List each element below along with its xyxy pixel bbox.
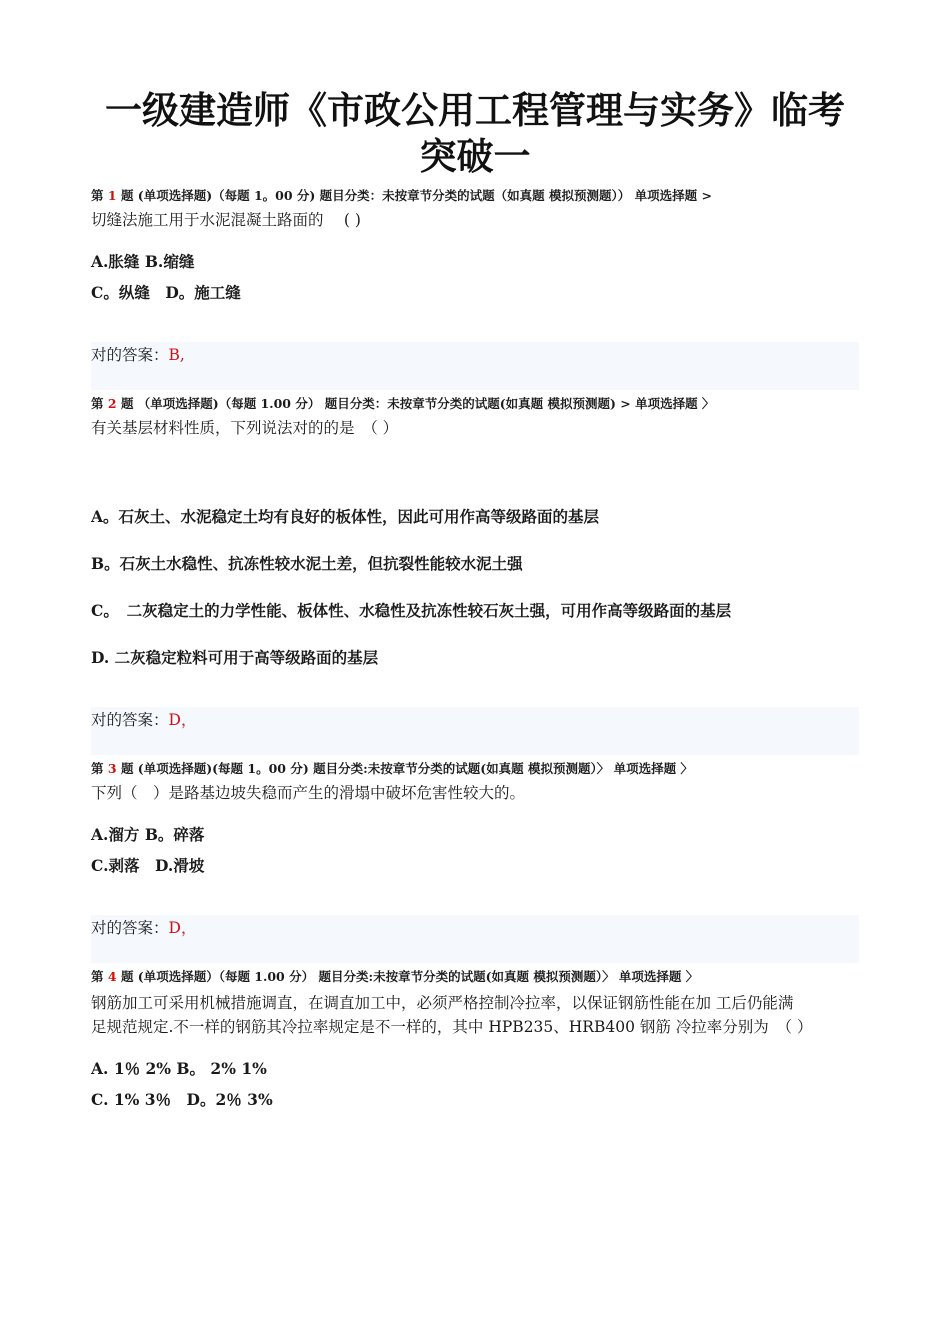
question-header: 第 4 题 (单项选择题）（每题 1.00 分） 题目分类:未按章节分类的试题(如真题 模拟预测题）〉 单项选择题 〉 — [91, 969, 699, 984]
option-line: A. 1％ 2% B。 2% 1% — [91, 1059, 267, 1078]
option-line: A.胀缝 B.缩缝 — [91, 252, 195, 271]
answer-box: 对的答案：D， — [91, 915, 859, 963]
question-stem: 切缝法施工用于水泥混凝土路面的 ( ) — [91, 211, 361, 229]
question-number: 3 — [107, 761, 117, 776]
answer-box: 对的答案：D， — [91, 707, 859, 755]
title-line-2: 突破一 — [419, 135, 531, 178]
question-number: 1 — [107, 188, 117, 203]
options — [91, 246, 859, 308]
question-stem: 下列（ ）是路基边坡失稳而产生的滑塌中破坏危害性较大的。 — [91, 784, 526, 802]
question-number: 2 — [107, 396, 117, 411]
answer-value: D， — [168, 711, 197, 729]
document-page — [91, 88, 859, 1115]
question-header: 第 1 题 (单项选择题)（每题 1。00 分) 题目分类：未按章节分类的试题（如真题 模拟预测题）） 单项选择题 > — [91, 188, 712, 203]
document-title — [91, 88, 859, 180]
option-line: C。纵缝 D。施工缝 — [91, 283, 241, 302]
option-line: C.剥落 D.滑坡 — [91, 856, 205, 875]
option-line: C. 1% 3％ D。2％ 3% — [91, 1090, 273, 1109]
answer-value: D， — [168, 919, 197, 937]
title-line-1: 一级建造师《市政公用工程管理与实务》临考 — [105, 89, 845, 132]
option-line: A.溜方 B。碎落 — [91, 825, 205, 844]
answer-box: 对的答案：B, — [91, 342, 859, 390]
question-1 — [91, 188, 859, 390]
option-c: C。 二灰稳定土的力学性能、板体性、水稳性及抗冻性较石灰土强，可用作高等级路面的基层 — [91, 601, 732, 620]
question-header: 第 3 题 (单项选择题)(每题 1。00 分) 题目分类:未按章节分类的试题(如真题 模拟预测题）〉 单项选择题 〉 — [91, 761, 693, 776]
question-header: 第 2 题 （单项选择题)（每题 1.00 分） 题目分类：未按章节分类的试题(如真题 模拟预测题) > 单项选择题 〉 — [91, 396, 715, 411]
question-stem: 钢筋加工可采用机械措施调直，在调直加工中，必须严格控制冷拉率，以保证钢筋性能在加 工后仍能满 足规范规定.不一样的钢筋其冷拉率规定是不一样的，其中 HPB235、HRB400 钢筋 冷拉率分别为 （ ） — [91, 994, 813, 1036]
options — [91, 1053, 859, 1115]
question-number: 4 — [107, 969, 117, 984]
answer-value: B, — [168, 346, 185, 364]
option-d: D. 二灰稳定粒料可用于高等级路面的基层 — [91, 648, 379, 667]
option-a: A。石灰土、水泥稳定土均有良好的板体性，因此可用作高等级路面的基层 — [91, 507, 600, 526]
question-stem: 有关基层材料性质，下列说法对的的是 （ ） — [91, 419, 399, 437]
question-3 — [91, 761, 859, 963]
option-b: B。石灰土水稳性、抗冻性较水泥土差，但抗裂性能较水泥土强 — [91, 554, 523, 573]
question-4 — [91, 969, 859, 1115]
options — [91, 819, 859, 881]
question-2 — [91, 396, 859, 755]
